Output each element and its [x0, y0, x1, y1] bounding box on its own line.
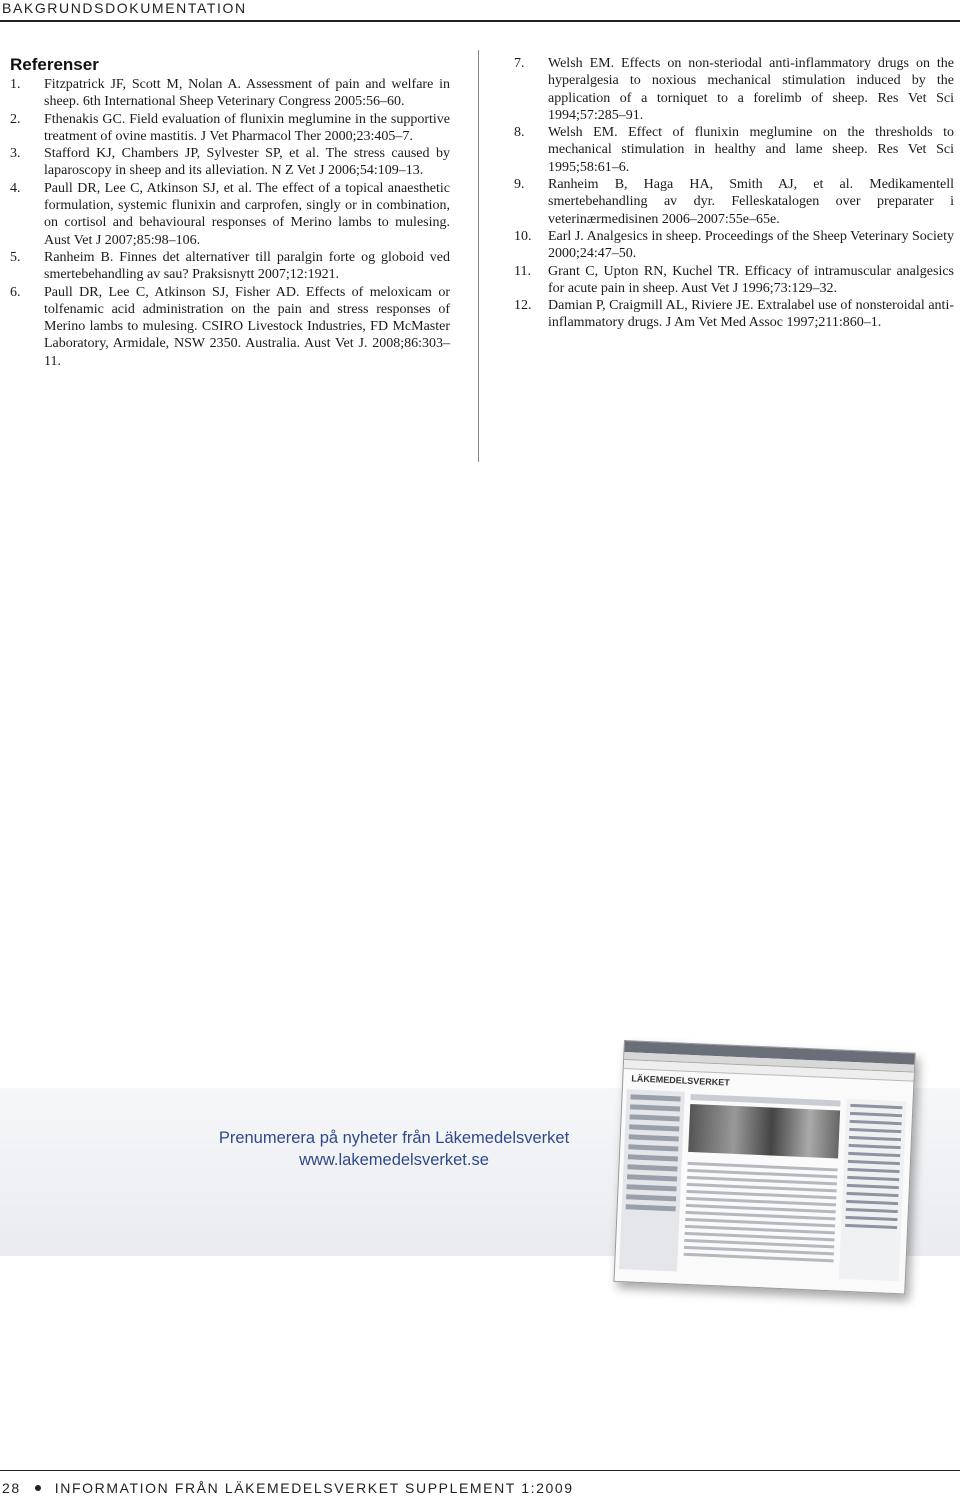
section-header: BAKGRUNDSDOKUMENTATION — [2, 0, 247, 16]
reference-number: 10. — [514, 228, 532, 244]
bullet-dot — [35, 1485, 41, 1491]
page-footer — [2, 1480, 574, 1496]
reference-item — [10, 76, 450, 111]
reference-number: 12. — [514, 298, 532, 314]
footer-rule — [0, 1470, 960, 1471]
screenshot-nav — [619, 1089, 685, 1271]
banner-website-link[interactable]: www.lakemedelsverket.se — [299, 1151, 489, 1169]
reference-text: Ranheim B. Finnes det alternativer till paralgin forte og globoid ved smertebehandling av sau? Praksisnytt 2007;12:1921. — [44, 249, 450, 283]
reference-text: Damian P, Craigmill AL, Riviere JE. Extralabel use of nonsteroidal anti-inflammatory drugs. J Am Vet Med Assoc 1997;211:860–1. — [548, 298, 954, 331]
reference-number: 1. — [10, 77, 21, 92]
reference-text: Earl J. Analgesics in sheep. Proceedings of the Sheep Veterinary Society 2000;24:47–50. — [548, 228, 954, 262]
banner-text — [204, 1127, 584, 1171]
reference-text: Paull DR, Lee C, Atkinson SJ, Fisher AD. Effects of meloxicam or tolfenamic acid administration on the pain and stress responses of Merino lambs to mulesing. CSIRO Livestock Industries, FD McMaster Laboratory, Armidale, NSW 2350. Australia. Aust Vet J. 2008;86:303–11. — [44, 284, 450, 369]
reference-item — [10, 145, 450, 180]
reference-number: 5. — [10, 249, 21, 265]
reference-text: Paull DR, Lee C, Atkinson SJ, et al. The effect of a topical anaesthetic formulation, systemic flunixin and carprofen, singly or in combination, on cortisol and behavioural responses of Merino lambs to mulesing. Aust Vet J 2007;85:98–106. — [44, 180, 450, 248]
column-divider — [478, 50, 479, 462]
reference-number: 9. — [514, 177, 525, 193]
reference-item — [514, 263, 954, 298]
publication-title: INFORMATION FRÅN LÄKEMEDELSVERKET SUPPLEMENT 1:2009 — [54, 1480, 574, 1496]
references-title: Referenser — [10, 55, 99, 74]
reference-number: 3. — [10, 146, 21, 162]
screenshot-logo: LÄKEMEDELSVERKET — [631, 1073, 730, 1088]
reference-item — [10, 249, 450, 284]
reference-text: Grant C, Upton RN, Kuchel TR. Efficacy of intramuscular analgesics for acute pain in sheep. Aust Vet J 1996;73:129–32. — [548, 263, 954, 296]
reference-item — [514, 176, 954, 228]
header-rule — [0, 20, 960, 22]
reference-item — [514, 55, 954, 124]
reference-text: Stafford KJ, Chambers JP, Sylvester SP, et al. The stress caused by laparoscopy in sheep and its alleviation. N Z Vet J 2006;54:109–13. — [44, 146, 450, 179]
screenshot-sidebar — [839, 1099, 907, 1281]
references-left-column — [10, 55, 450, 370]
reference-number: 4. — [10, 180, 21, 196]
reference-item — [10, 180, 450, 249]
reference-text: Welsh EM. Effect of flunixin meglumine on the thresholds to mechanical stimulation in healthy and lame sheep. Res Vet Sci 1995;58:61–6. — [548, 125, 954, 175]
reference-number: 6. — [10, 284, 21, 300]
website-screenshot-image — [613, 1040, 915, 1295]
reference-number: 8. — [514, 125, 525, 141]
screenshot-body — [683, 1158, 837, 1266]
reference-text: Fthenakis GC. Field evaluation of flunixin meglumine in the supportive treatment of ovine mastitis. J Vet Pharmacol Ther 2000;23:405–7. — [44, 111, 450, 144]
reference-item — [10, 284, 450, 370]
reference-item — [514, 297, 954, 332]
reference-item — [514, 228, 954, 263]
reference-text: Welsh EM. Effects on non-steriodal anti-inflammatory drugs on the hyperalgesia to noxious mechanical stimulation induced by the application of a torniquet to a forelimb of sheep. Res Vet Sci 1994;57:285–91. — [548, 56, 954, 123]
reference-text: Ranheim B, Haga HA, Smith AJ, et al. Medikamentell smertebehandling av dyr. Felleskatalogen over preparater i veterinærmedisinen 2006–2007:55e–65e. — [548, 177, 954, 227]
reference-number: 2. — [10, 111, 21, 127]
reference-number: 7. — [514, 56, 525, 71]
banner-subscribe-text: Prenumerera på nyheter från Läkemedelsverket — [218, 1129, 570, 1147]
screenshot-photo — [688, 1104, 840, 1158]
references-list-left — [10, 76, 450, 370]
references-right-column — [514, 55, 954, 332]
page-number: 28 — [2, 1480, 21, 1496]
reference-number: 11. — [514, 263, 531, 279]
reference-item — [10, 111, 450, 146]
references-list-right — [514, 55, 954, 332]
reference-item — [514, 124, 954, 176]
reference-text: Fitzpatrick JF, Scott M, Nolan A. Assessment of pain and welfare in sheep. 6th International Sheep Veterinary Congress 2005:56–60. — [44, 77, 450, 110]
